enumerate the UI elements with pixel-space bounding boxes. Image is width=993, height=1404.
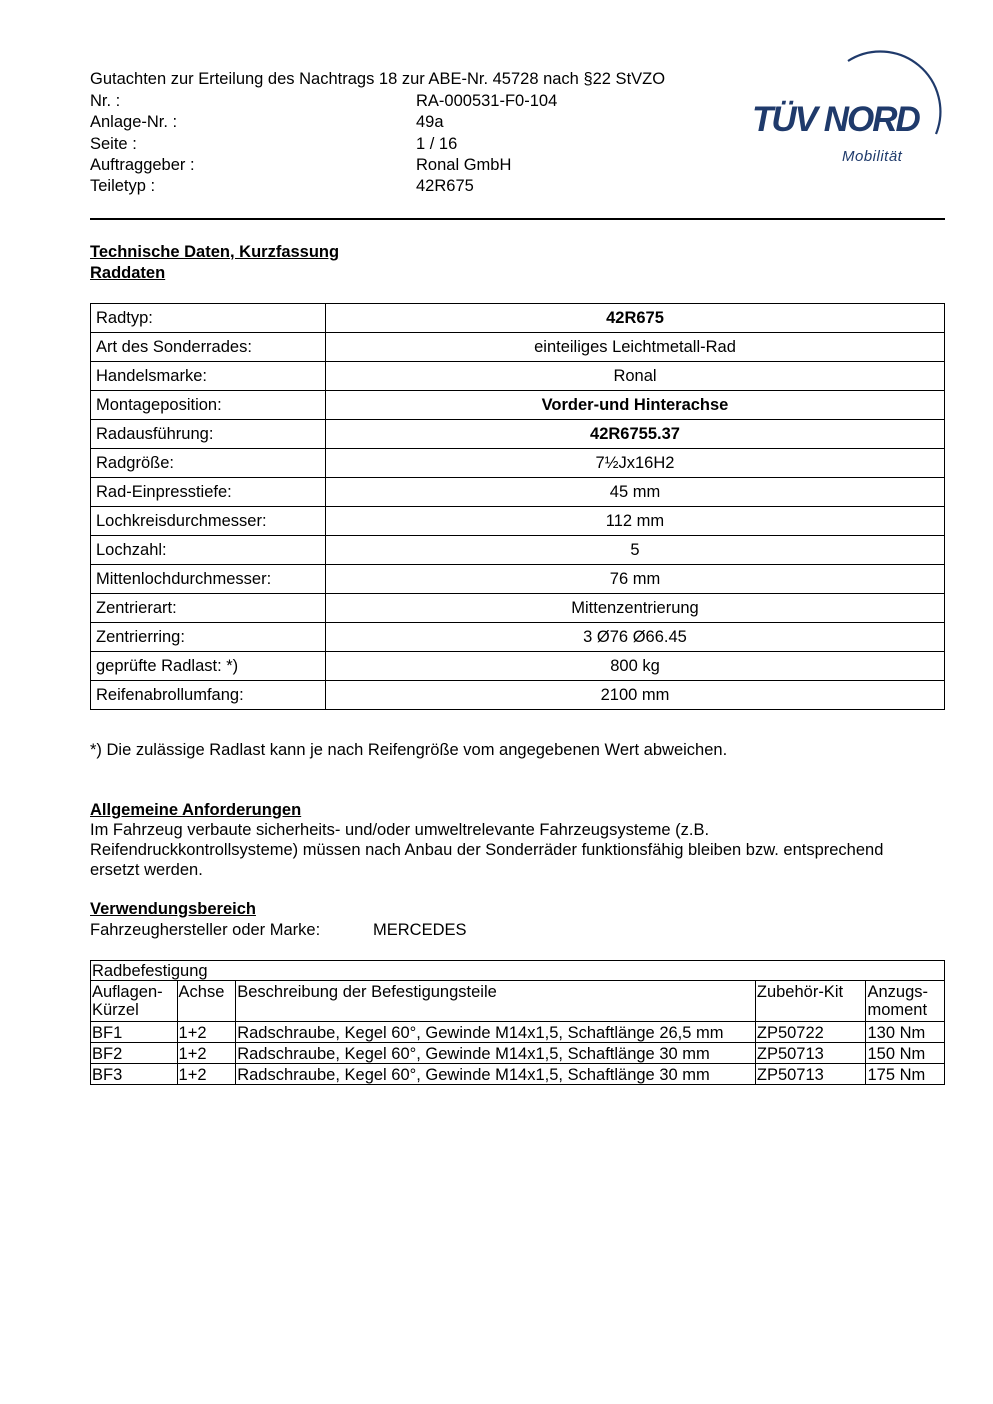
radbefestigung-table bbox=[90, 960, 945, 1085]
radbefestigung-cell: BF2 bbox=[91, 1043, 178, 1064]
radbefestigung-cell: ZP50713 bbox=[755, 1064, 866, 1085]
raddaten-table bbox=[90, 303, 945, 710]
header-divider bbox=[90, 218, 945, 220]
raddaten-row bbox=[91, 652, 945, 681]
raddaten-row bbox=[91, 681, 945, 710]
header-field bbox=[90, 176, 474, 198]
raddaten-row bbox=[91, 507, 945, 536]
raddaten-value: 76 mm bbox=[326, 565, 945, 594]
radbefestigung-cell: ZP50713 bbox=[755, 1043, 866, 1064]
allgemein-title: Allgemeine Anforderungen bbox=[90, 801, 302, 819]
radbefestigung-header-cell: Beschreibung der Befestigungsteile bbox=[236, 981, 756, 1022]
radbefestigung-cell: ZP50722 bbox=[755, 1022, 866, 1043]
document-title: Gutachten zur Erteilung des Nachtrags 18 zur ABE-Nr. 45728 nach §22 StVZO bbox=[90, 70, 666, 88]
header-cell-line: Auflagen- bbox=[92, 983, 163, 1001]
raddaten-value: 3 Ø76 Ø66.45 bbox=[326, 623, 945, 652]
raddaten-row bbox=[91, 304, 945, 333]
radbefestigung-cell: BF3 bbox=[91, 1064, 178, 1085]
raddaten-value: 5 bbox=[326, 536, 945, 565]
raddaten-key: Lochkreisdurchmesser: bbox=[91, 507, 326, 536]
raddaten-value: 42R675 bbox=[326, 304, 945, 333]
header-field bbox=[90, 112, 444, 134]
raddaten-row bbox=[91, 333, 945, 362]
allgemein-text: Im Fahrzeug verbaute sicherheits- und/oder umweltrelevante Fahrzeugsysteme (z.B. Reifendruckkontrollsysteme) müssen nach Anbau der Sonderräder funktionsfähig bleiben bzw. entsprechend ersetzt werden. bbox=[90, 821, 884, 879]
logo-wordmark: TÜV NORD bbox=[752, 100, 919, 139]
hersteller-value: MERCEDES bbox=[373, 921, 467, 939]
raddaten-row bbox=[91, 478, 945, 507]
header-field-value: 49a bbox=[416, 113, 444, 132]
radbefestigung-cell: Radschraube, Kegel 60°, Gewinde M14x1,5, Schaftlänge 26,5 mm bbox=[236, 1022, 756, 1043]
raddaten-key: Radausführung: bbox=[91, 420, 326, 449]
raddaten-row bbox=[91, 362, 945, 391]
raddaten-key: Art des Sonderrades: bbox=[91, 333, 326, 362]
raddaten-row bbox=[91, 420, 945, 449]
raddaten-value: Mittenzentrierung bbox=[326, 594, 945, 623]
raddaten-key: Lochzahl: bbox=[91, 536, 326, 565]
raddaten-key: Handelsmarke: bbox=[91, 362, 326, 391]
header-field-label: Teiletyp : bbox=[90, 177, 156, 196]
raddaten-title: Raddaten bbox=[90, 264, 166, 282]
raddaten-key: Mittenlochdurchmesser: bbox=[91, 565, 326, 594]
header-field bbox=[90, 91, 558, 113]
raddaten-key: Reifenabrollumfang: bbox=[91, 681, 326, 710]
radbefestigung-row bbox=[91, 1022, 945, 1043]
header-field-label: Anlage-Nr. : bbox=[90, 113, 178, 132]
raddaten-value: 7½Jx16H2 bbox=[326, 449, 945, 478]
radbefestigung-header-row bbox=[91, 981, 945, 1022]
raddaten-value: 800 kg bbox=[326, 652, 945, 681]
raddaten-row bbox=[91, 565, 945, 594]
raddaten-value: 2100 mm bbox=[326, 681, 945, 710]
radbefestigung-cell: 1+2 bbox=[177, 1064, 236, 1085]
raddaten-key: Radgröße: bbox=[91, 449, 326, 478]
header-field-label: Seite : bbox=[90, 134, 137, 153]
raddaten-value: einteiliges Leichtmetall-Rad bbox=[326, 333, 945, 362]
header-cell-line: moment bbox=[867, 1001, 928, 1019]
tech-data-title: Technische Daten, Kurzfassung bbox=[90, 243, 340, 261]
logo-subtitle: Mobilität bbox=[842, 148, 903, 165]
raddaten-row bbox=[91, 536, 945, 565]
raddaten-key: geprüfte Radlast: *) bbox=[91, 652, 326, 681]
radbefestigung-header-cell: Zubehör-Kit bbox=[755, 981, 866, 1022]
radbefestigung-cell: BF1 bbox=[91, 1022, 178, 1043]
raddaten-key: Radtyp: bbox=[91, 304, 326, 333]
radbefestigung-header-cell: Achse bbox=[177, 981, 236, 1022]
raddaten-key: Zentrierring: bbox=[91, 623, 326, 652]
raddaten-key: Rad-Einpresstiefe: bbox=[91, 478, 326, 507]
header-field-label: Nr. : bbox=[90, 92, 121, 110]
hersteller-label: Fahrzeughersteller oder Marke: bbox=[90, 921, 321, 939]
header-cell-line: Anzugs- bbox=[867, 983, 928, 1001]
raddaten-row bbox=[91, 391, 945, 420]
raddaten-row bbox=[91, 623, 945, 652]
header-field-value: 42R675 bbox=[416, 177, 474, 196]
header-field bbox=[90, 155, 512, 177]
header-cell-line: Kürzel bbox=[92, 1001, 139, 1019]
radbefestigung-cell: 130 Nm bbox=[866, 1022, 945, 1043]
radbefestigung-cell: 150 Nm bbox=[866, 1043, 945, 1064]
header-field-value: RA-000531-F0-104 bbox=[416, 92, 558, 110]
radbefestigung-cell: 175 Nm bbox=[866, 1064, 945, 1085]
header-field-label: Auftraggeber : bbox=[90, 155, 195, 174]
radlast-footnote: *) Die zulässige Radlast kann je nach Reifengröße vom angegebenen Wert abweichen. bbox=[90, 741, 728, 759]
radbefestigung-cell: Radschraube, Kegel 60°, Gewinde M14x1,5, Schaftlänge 30 mm bbox=[236, 1064, 756, 1085]
radbefestigung-header-cell bbox=[91, 981, 178, 1022]
radbefestigung-cell: 1+2 bbox=[177, 1022, 236, 1043]
radbefestigung-header-cell bbox=[866, 981, 945, 1022]
raddaten-row bbox=[91, 594, 945, 623]
header-field-value: 1 / 16 bbox=[416, 134, 458, 153]
header-field bbox=[90, 134, 458, 156]
radbefestigung-row bbox=[91, 1043, 945, 1064]
raddaten-value: Ronal bbox=[326, 362, 945, 391]
radbefestigung-title: Radbefestigung bbox=[91, 961, 945, 981]
raddaten-key: Montageposition: bbox=[91, 391, 326, 420]
raddaten-row bbox=[91, 449, 945, 478]
radbefestigung-cell: 1+2 bbox=[177, 1043, 236, 1064]
raddaten-value: 45 mm bbox=[326, 478, 945, 507]
raddaten-value: 112 mm bbox=[326, 507, 945, 536]
radbefestigung-row bbox=[91, 1064, 945, 1085]
raddaten-value: Vorder-und Hinterachse bbox=[326, 391, 945, 420]
raddaten-value: 42R6755.37 bbox=[326, 420, 945, 449]
verwendung-title: Verwendungsbereich bbox=[90, 900, 256, 918]
header-field-value: Ronal GmbH bbox=[416, 155, 512, 174]
radbefestigung-cell: Radschraube, Kegel 60°, Gewinde M14x1,5, Schaftlänge 30 mm bbox=[236, 1043, 756, 1064]
raddaten-key: Zentrierart: bbox=[91, 594, 326, 623]
